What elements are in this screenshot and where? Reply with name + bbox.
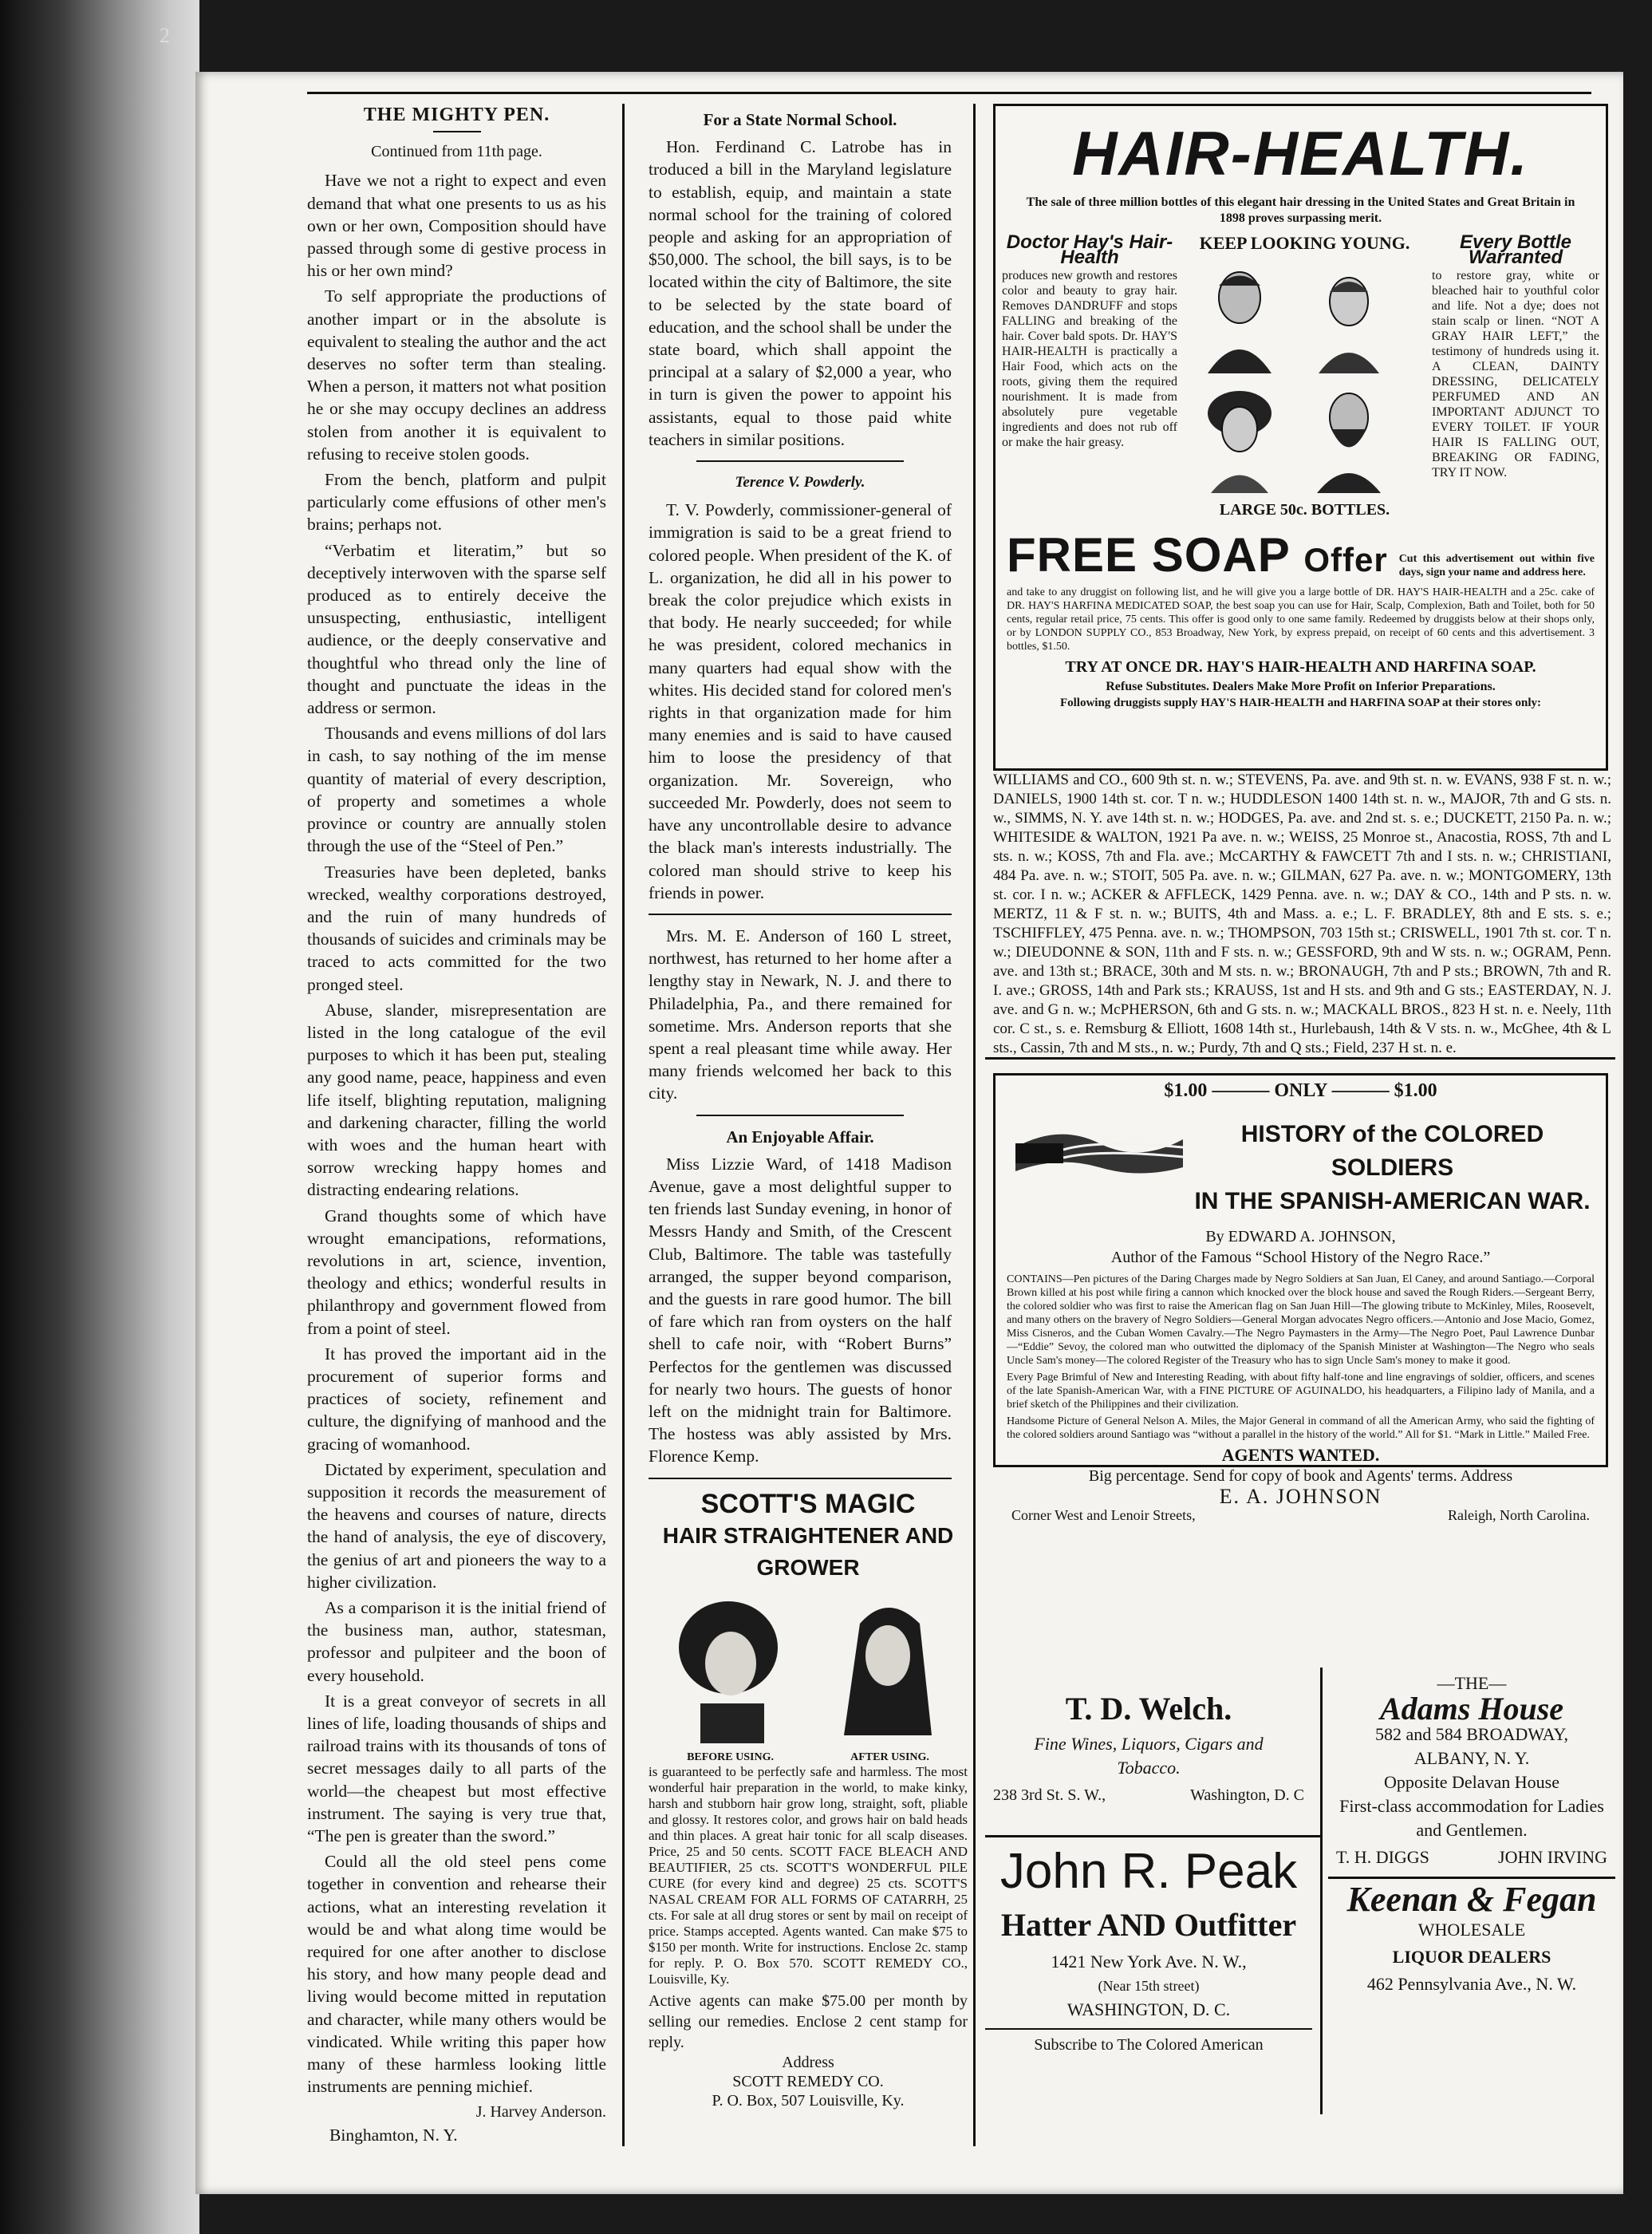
right-text: to restore gray, white or bleached hair to youthful color and life. Not a dye; does not stain scalp or linen. “NOT A GRAY HAIR LEFT,” the testimony of hundreds using it. A CLEAN, DAINTY DRESSING, DELICATELY PERFUMED AND AN IMPORTANT ADJUNCT TO EVERY TOILET. IF YOUR HAIR IS FALLING OUT, BREAKING OR FADING, TRY IT NOW.: [1432, 269, 1599, 480]
right-heading: Every Bottle Warranted: [1459, 231, 1572, 268]
scotts-subtitle: HAIR STRAIGHTENER AND GROWER: [662, 1523, 954, 1580]
portrait-after-icon: [828, 1592, 948, 1743]
peak-near: (Near 15th street): [1098, 1978, 1200, 1994]
history-title-1: HISTORY of the COLORED SOLDIERS: [1240, 1121, 1544, 1181]
anderson-text: Mrs. M. E. Anderson of 160 L street, northwest, has returned to her home after a lengthy stay in Newark, N. J. and there to Philadelphia, Pa., and there remained for sometime. Mrs. Anderson reports that she spent a real pleasant time while away. Her many friends welcomed her back to this city.: [649, 926, 952, 1103]
welch-city: Washington, D. C: [1190, 1786, 1304, 1804]
price-line: $1.00 ——— ONLY ——— $1.00: [1164, 1080, 1437, 1101]
agents-wanted: AGENTS WANTED.: [1221, 1445, 1380, 1465]
history-contains: CONTAINS—Pen pictures of the Daring Charges made by Negro Soldiers at San Juan, El Caney, and around Santiago.—Corporal Brown killed at his post while firing a cannon which knocked over the block house and saved the Rough Riders.—Sergeant Berry, the colored soldier who was first to raise the American flag on San Juan Hill—The glowing tribute to McKinley, Miles, Roosevelt, and many others on the bravery of Negro Soldiers—General Morgan advocates Negro officers.—Antonio and Jose Macio, Gomez, Miss Cisneros, and the Cuban Women Cavalry.—The Negro Paymasters in the Army—The Negro Poet, Paul Lawrence Dunbar—“Eddie” Sevoy, the colored man who outwitted the diplomacy of the Spanish Minister at Washington—The Negro who seals Uncle Sam's money—The colored Register of the Treasury who has to sign Uncle Sam's money to make it good.: [1007, 1273, 1595, 1367]
paragraph: To self appropriate the productions of another impart or in the absolute is equivalent to stealing the author and the act deserves no softer term than stealing. When a person, it matters not what position he or she may occupy declines an address stolen from another it is equivalent to refusing to receive stolen goods.: [307, 286, 606, 464]
history-every-page: Every Page Brimful of New and Interesting Reading, with about fifty half-tone and line engravings of soldier, officers, and scenes of the late Spanish-American War, with a FINE PICTURE OF AGUINALDO, his headquarters, a Filipino lady of Manila, and a brief sketch of the Philippines and their civilization.: [1007, 1372, 1595, 1411]
book-spine: [0, 0, 199, 2234]
left-text: produces new growth and restores color and beauty to gray hair. Removes DANDRUFF and stops FALLING and breaking of the hair. Cover bald spots. Dr. HAY'S HAIR-HEALTH is practically a Hair Food, which acts on the roots, giving them the required nourishment. It is made from absolutely pure vegetable ingredients and does not rub off or make the hair greasy.: [1002, 269, 1177, 449]
flag-icon: [1011, 1123, 1187, 1179]
keenan-line1: WHOLESALE: [1417, 1920, 1526, 1940]
divider: [696, 460, 904, 462]
continued-note: Continued from 11th page.: [371, 143, 542, 161]
welch-line2: Tobacco.: [1117, 1758, 1181, 1778]
paragraph: Grand thoughts some of which have wrought emancipations, reformations, revolutions in art, science, invention, theology and ethics; wonderful results in philanthropy and government flowed from from a point of steel.: [307, 1206, 606, 1338]
paragraph: From the bench, platform and pulpit particularly come effusions of other men's brains; perhaps not.: [307, 470, 606, 535]
adams-accommodation: First-class accommodation for Ladies and Gentlemen.: [1339, 1796, 1604, 1840]
keenan-line2: LIQUOR DEALERS: [1392, 1947, 1551, 1967]
top-rule: [307, 92, 1591, 94]
history-author-of: Author of the Famous “School History of the Negro Race.”: [1110, 1249, 1491, 1266]
history-handsome: Handsome Picture of General Nelson A. Miles, the Major General in command of all the American Army, who said the fighting of the colored soldiers around Santiago was “without a parallel in the history of the world.” All for $1. “Mark in Little.” Mailed Free.: [1007, 1415, 1595, 1441]
affair-title: An Enjoyable Affair.: [726, 1127, 874, 1147]
before-caption: BEFORE USING.: [687, 1751, 774, 1763]
history-by: By EDWARD A. JOHNSON,: [1205, 1228, 1396, 1245]
refuse-line: Refuse Substitutes. Dealers Make More Profit on Inferior Preparations.: [1106, 680, 1496, 693]
hair-health-ad: [993, 104, 1608, 771]
boy-portrait-icon: [1309, 262, 1389, 373]
free-soap-text: FREE SOAP: [1007, 528, 1290, 582]
history-title: [1187, 1118, 1598, 1218]
keenan-name: Keenan & Fegan: [1346, 1880, 1597, 1919]
scotts-company: SCOTT REMEDY CO.: [732, 2073, 884, 2090]
price-only: ONLY: [1274, 1080, 1327, 1101]
divider: [1328, 1877, 1615, 1879]
history-title-2: IN THE SPANISH-AMERICAN WAR.: [1194, 1188, 1591, 1214]
price-right: $1.00: [1394, 1080, 1437, 1101]
divider: [985, 1835, 1320, 1837]
portraits: [1200, 262, 1410, 493]
druggist-list: WILLIAMS and CO., 600 9th st. n. w.; STEVENS, Pa. ave. and 9th st. n. w. EVANS, 938 F st. n. w.; DANIELS, 1900 14th st. cor. T n. w.; HUDDLESON 1400 14th st. n. w., MAJOR, 7th and G sts. n. w., SIMMS, N. Y. ave 14th st. n. w.; HODGES, Pa. ave. and 2nd st. s. e.; DUCKETT, 2150 Pa. n. w.; WHITESIDE & WALTON, 1921 Pa ave. n. w.; WEISS, 25 Monroe st., Anacostia, ROSS, 7th and L sts. n. w.; KOSS, 7th and Fla. ave.; McCARTHY & FAWCETT 7th and I sts. n. w.; CHRISTIANI, 484 Pa. ave. n. w.; STOIT, 505 Pa. ave. n. w.; GILMAN, 627 Pa. ave. n. w.; MONTGOMERY, 13th st. cor. I n. w.; ACKER & AFFLECK, 1429 Penna. ave. n. w.; DAY & CO., 14th and P sts. n. w. MERTZ, 11 & F st. n. w.; BUITS, 4th and Mass. a. e.; L. F. BRADLEY, 8th and E sts. s. e.; TSCHIFFLEY, 475 Penna. ave. n. w.; THOMPSON, 703 15th st.; CRISWELL, 1901 7th st. cor. T n. w.; DIEUDONNE & SON, 11th and F sts. n. w.; GESSFORD, 9th and W sts. n. w.; OGRAM, Penn. ave. and 13th st.; BRACE, 30th and M sts. n. w.; BRONAUGH, 7th and P sts.; BROWN, 7th and R. I. ave.; GROSS, 14th and Park sts.; KRAUSS, 1st and H sts. and 9th and G sts.; EASTERDAY, N. J. ave. and G n. w.; McPHERSON, 6th and G sts. n. w.; MACKALL BROS., 823 H st. n. e. Neely, 11th cor. C st., s. e. Remsburg & Elliott, 1608 14th st., Hurlebaush, 14th & V sts. n. w., McGhee, 4th & L sts., Cassin, 7th and M sts., n. w.; Purdy, 7th and Q sts.; Field, 237 H st. n. e.: [993, 772, 1611, 1056]
divider: [433, 131, 481, 132]
welch-address: 238 3rd St. S. W.,: [993, 1786, 1106, 1804]
scotts-captions: [649, 1751, 968, 1764]
welch-name: T. D. Welch.: [1065, 1691, 1232, 1727]
paragraph: It has proved the important aid in the procurement of superior forms and practices of society, refinement and culture, the dignifying of manhood and the gracing of womanhood.: [307, 1344, 606, 1454]
keenan-address: 462 Pennsylvania Ave., N. W.: [1366, 1974, 1577, 1994]
signature-place: Binghamton, N. Y.: [329, 2125, 458, 2145]
divider: [649, 914, 952, 915]
paragraph: “Verbatim et literatim,” but so deceptively interwoven with the sparse self produced as to entirely deceive the unsuspecting, enthusiastic, intelligent audience, or the deeply conservative and thoughtful who thread only the line of thought and punctuate the ideas in the address or sermon.: [307, 540, 606, 718]
paragraph: Could all the old steel pens come together in convention and rehearse their actions, what an interesting revelation it would be and what along time would be required for one after another to disclose his story, and how many people dead and living would become mitted in reputation and character, while many others would be vindicated. While writing this paper how many of these harmless looking little instruments are penning michief.: [307, 1852, 606, 2097]
center-heading: KEEP LOOKING YOUNG.: [1199, 233, 1410, 253]
peak-ad: [985, 1843, 1312, 2057]
powderly-title: Terence V. Powderly.: [735, 474, 865, 491]
newspaper-page: [195, 72, 1623, 2194]
price-left: $1.00: [1164, 1080, 1208, 1101]
adams-the: —THE—: [1437, 1673, 1507, 1693]
keenan-fegan-ad: [1328, 1880, 1615, 1998]
welch-ad: [985, 1683, 1312, 1827]
paragraph: As a comparison it is the initial friend of the business man, author, statesman, professor and pulpiteer and the boon of every household.: [307, 1598, 606, 1685]
author-name: E. A. JOHNSON: [1219, 1485, 1382, 1508]
cut-note: Cut this advertisement out within five days, sign your name and address here.: [1398, 553, 1595, 578]
peak-address: 1421 New York Ave. N. W.,: [1051, 1952, 1247, 1972]
adams-address: 582 and 584 BROADWAY,: [1374, 1724, 1569, 1744]
divider: [649, 1478, 952, 1479]
column-rule: [1320, 1668, 1323, 2114]
subscribe-line: Subscribe to The Colored American: [985, 2028, 1312, 2057]
scotts-address-label: Address: [782, 2054, 834, 2071]
hair-health-center: [1184, 233, 1425, 519]
paragraph: It is a great conveyor of secrets in all lines of life, loading thousands of ships and railroad trains with its thousands of tons of secret messages daily to all parts of the world—the cheapest but most effective instrument. The saying is very true that, “The pen is greater than the sword.”: [307, 1691, 606, 1846]
man-portrait-icon: [1200, 262, 1279, 373]
peak-city: WASHINGTON, D. C.: [1067, 1999, 1231, 2019]
adams-house-ad: [1328, 1672, 1615, 1873]
center-foot: LARGE 50c. BOTTLES.: [1219, 501, 1390, 519]
paragraph: Treasuries have been depleted, banks wrecked, wealthy corporations destroyed, and the ruin of many hundreds of thousands of suicides and criminals may be traced to acts committed for the two pronged steel.: [307, 862, 606, 994]
adams-name: Adams House: [1379, 1691, 1564, 1727]
adams-prop2: JOHN IRVING: [1498, 1847, 1607, 1867]
scotts-agents: Active agents can make $75.00 per month by selling our remedies. Enclose 2 cent stamp for reply.: [649, 1992, 968, 2051]
affair-text: Miss Lizzie Ward, of 1418 Madison Avenue, gave a most delightful supper to ten friends last Sunday evening, in honor of Messrs Handy and Smith, of the Crescent Club, Baltimore. The table was tastefully arranged, the supper beyond comparison, and the guests in rare good humor. The bill of fare which ran from oysters on the half shell to cafe noir, with “Robert Burns” Perfectos for the gentlemen was discussed for nearly two hours. The guests of honor left on the midnight train for Baltimore. The hostess was ably assisted by Mrs. Florence Kemp.: [649, 1154, 952, 1466]
scotts-title: SCOTT'S MAGIC: [700, 1489, 916, 1519]
scotts-text: is guaranteed to be perfectly safe and harmless. The most wonderful hair preparation in the world, to make kinky, harsh and stubborn hair grow long, straight, soft, pliable and glossy. It restores color, and grows hair on bald heads and thin places. A great hair tonic for all scalp diseases. Price, 25 and 50 cents. SCOTT FACE BLEACH AND BEAUTIFIER, 25 cts. SCOTT'S WONDERFUL PILE CURE (for every kind and degree) 25 cts. SCOTT'S NASAL CREAM FOR ALL FORMS OF CATARRH, 25 cts. For sale at all drug stores or sent by mail on receipt of price. Stamps accepted. Agents wanted. Can make $75 to $150 per month. Write for instructions. Enclose 2c. stamp for reply. P. O. Box 570. SCOTT REMEDY CO., Louisville, Ky.: [649, 1764, 968, 1987]
column-news: [649, 104, 952, 1489]
divider: [696, 1115, 904, 1116]
column-mighty-pen: [307, 104, 606, 2149]
hair-health-left: [996, 233, 1184, 519]
normal-school-title: For a State Normal School.: [703, 110, 897, 129]
column-rule: [973, 104, 976, 2146]
paragraph: Abuse, slander, misrepresentation are listed in the long catalogue of the evil purposes to which it has been put, stealing any good name, peace, happiness and even life itself, blighting reputation, maligning and darkening character, filling the world with woes and the human heart with sorrow wrecking happy homes and distracting endearing relations.: [307, 1000, 606, 1200]
paragraph: Thousands and evens millions of dol lars in cash, to say nothing of the im mense quantity of material of every description, of property and sometimes a whole province or country are annually stolen through the use of the “Steel of Pen.”: [307, 724, 606, 856]
peak-trade: Hatter AND Outfitter: [1000, 1907, 1297, 1943]
paragraph: Have we not a right to expect and even demand that what one presents to us as his own or her own, Composition should have passed through some di gestive process in his or her own mind?: [307, 171, 606, 281]
hair-health-subtitle: The sale of three million bottles of this elegant hair dressing in the United States and Great Britain in 1898 proves surpassing merit.: [1026, 195, 1575, 225]
free-soap-heading: [1007, 527, 1388, 582]
hair-health-title: HAIR-HEALTH.: [1072, 118, 1529, 188]
welch-line1: Fine Wines, Liquors, Cigars and: [1034, 1734, 1264, 1754]
author-city: Raleigh, North Carolina.: [1448, 1507, 1590, 1523]
left-heading: Doctor Hay's Hair-Health: [1006, 231, 1173, 268]
paragraph: Dictated by experiment, speculation and supposition it records the measurement of the heavens and courses of nature, directs the hand of analysis, the eye of discovery, the genius of art and pioneers the way to a higher civilization.: [307, 1459, 606, 1592]
portrait-before-icon: [668, 1592, 788, 1743]
history-book-ad: [993, 1073, 1608, 1523]
page-number: 2: [160, 24, 170, 47]
after-caption: AFTER USING.: [850, 1751, 929, 1763]
offer-text: Offer: [1303, 541, 1388, 578]
article-title: THE MIGHTY PEN.: [363, 105, 550, 125]
following-line: Following druggists supply HAY'S HAIR-HEALTH and HARFINA SOAP at their stores only:: [1059, 697, 1542, 709]
author-street: Corner West and Lenoir Streets,: [1011, 1507, 1196, 1523]
adams-prop1: T. H. DIGGS: [1336, 1847, 1429, 1867]
column-rule: [622, 104, 625, 2146]
powderly-text: T. V. Powderly, commissioner-general of immigration is said to be a great friend to colored people. When president of the K. of L. organization, he did all in his power to break the color prejudice which exists in that body. He nearly succeeded; for while he was president, colored mechanics in many quarters had equal show with the whites. His decided stand for colored men's rights in that organization made for him many enemies and is said to have caused him to loose the presidency of that organization. Mr. Sovereign, who succeeded Mr. Powderly, does not seem to have any uncontrollable desire to advance the black man's interests industrially. The colored man should strive to keep his friends in power.: [649, 500, 952, 902]
normal-school-text: Hon. Ferdinand C. Latrobe has in troduced a bill in the Maryland legislature to establish, equip, and maintain a state normal school for the training of colored people and asking for an appropriation of $50,000. The school, the bill says, is to be located within the city of Baltimore, the site to be selected by the state board of education, and the school shall be under the state board, which shall appoint the principal at a salary of $2,000 a year, who in turn is given the power to appoint his assistants, equal to those paid white teachers in similar positions.: [649, 137, 952, 449]
divider: [985, 1057, 1615, 1060]
signature: J. Harvey Anderson.: [475, 2103, 606, 2122]
woman-portrait-icon: [1200, 381, 1279, 493]
try-line: TRY AT ONCE DR. HAY'S HAIR-HEALTH AND HARFINA SOAP.: [1065, 658, 1536, 676]
adams-opposite: Opposite Delavan House: [1384, 1772, 1559, 1792]
scotts-box: P. O. Box, 507 Louisville, Ky.: [712, 2092, 905, 2110]
agents-terms: Big percentage. Send for copy of book and Agents' terms. Address: [1088, 1467, 1513, 1485]
scotts-ad: [649, 1488, 968, 2110]
hair-health-right: [1425, 233, 1606, 519]
peak-name: John R. Peak: [999, 1844, 1298, 1899]
scotts-portraits: [649, 1592, 968, 1743]
adams-city: ALBANY, N. Y.: [1413, 1748, 1530, 1768]
offer-details: and take to any druggist on following list, and he will give you a large bottle of DR. HAY'S HAIR-HEALTH and a 25c. cake of DR. HAY'S HARFINA MEDICATED SOAP, the best soap you can use for Hair, Scalp, Complexion, Bath and Toilet, both for 50 cents, regular retail price, 75 cents. This offer is good only to one same family. Redeemed by druggists below at their shops only, or by LONDON SUPPLY CO., 853 Broadway, New York, by express prepaid, on receipt of 60 cents and this advertisement. 3 bottles, $1.50.: [1007, 586, 1595, 653]
bearded-man-portrait-icon: [1309, 381, 1389, 493]
